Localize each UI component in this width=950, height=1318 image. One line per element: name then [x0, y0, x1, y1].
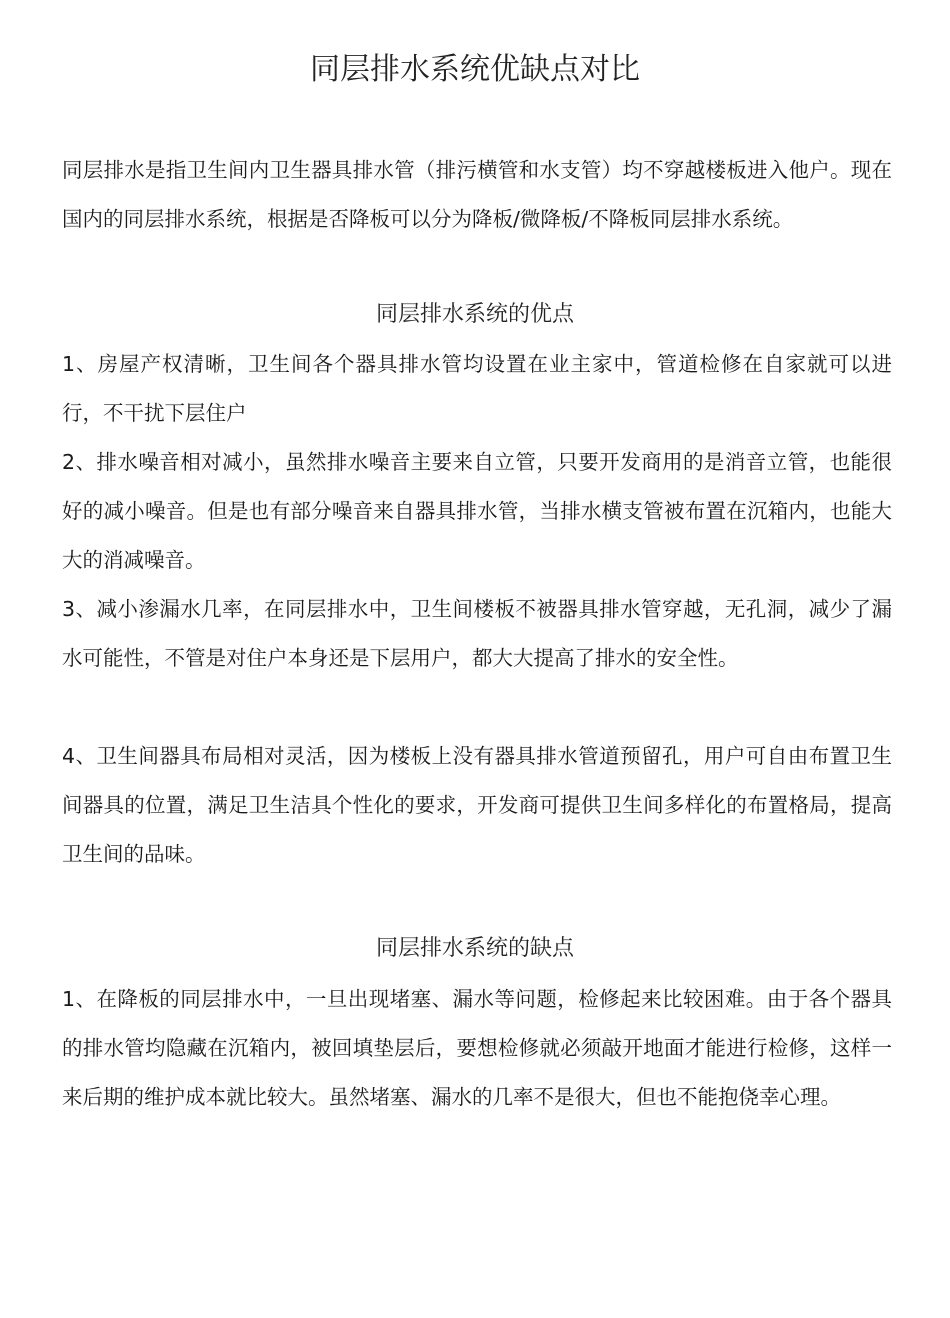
cons-heading: 同层排水系统的缺点 — [375, 936, 574, 961]
document-title: 同层排水系统优缺点对比 — [310, 52, 640, 87]
pros-item-3: 3、减小渗漏水几率，在同层排水中，卫生间楼板不被器具排水管穿越，无孔洞，减少了漏水可能性，不管是对住户本身还是下层用户，都大大提高了排水的安全性。 — [62, 597, 892, 670]
intro-paragraph: 同层排水是指卫生间内卫生器具排水管（排污横管和水支管）均不穿越楼板进入他户。现在国内的同层排水系统，根据是否降板可以分为降板/微降板/不降板同层排水系统。 — [62, 158, 892, 231]
cons-item-1: 1、在降板的同层排水中，一旦出现堵塞、漏水等问题，检修起来比较困难。由于各个器具的排水管均隐藏在沉箱内，被回填垫层后，要想检修就必须敲开地面才能进行检修，这样一来后期的维护成本就比较大。虽然堵塞、漏水的几率不是很大，但也不能抱侥幸心理。 — [62, 987, 892, 1109]
pros-item-1: 1、房屋产权清晰，卫生间各个器具排水管均设置在业主家中，管道检修在自家就可以进行，不干扰下层住户 — [62, 352, 892, 425]
pros-heading: 同层排水系统的优点 — [375, 302, 574, 327]
pros-item-2: 2、排水噪音相对减小，虽然排水噪音主要来自立管，只要开发商用的是消音立管，也能很好的减小噪音。但是也有部分噪音来自器具排水管，当排水横支管被布置在沉箱内，也能大大的消减噪音。 — [62, 450, 892, 572]
pros-item-4: 4、卫生间器具布局相对灵活，因为楼板上没有器具排水管道预留孔，用户可自由布置卫生间器具的位置，满足卫生洁具个性化的要求，开发商可提供卫生间多样化的布置格局，提高卫生间的品味。 — [62, 744, 892, 866]
